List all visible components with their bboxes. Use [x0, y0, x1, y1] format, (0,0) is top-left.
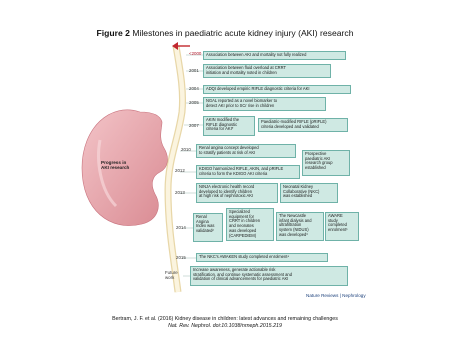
milestone-2013-nkc: Neonatal Kidney Collaborative (NKC) was established — [280, 183, 338, 203]
figure-label: Figure 2 — [96, 28, 130, 38]
milestone-2013-ninja: NINJA electronic health record developed to identify children at high risk of nephrotoxic AKI — [196, 183, 278, 203]
milestone-2014-nidus: The Newcastle infant dialysis and ultrafiltration system (NIDUS) was developed³ — [276, 212, 324, 241]
milestone-2004: ADQI developed empiric RIFLE diagnostic criteria for AKI — [203, 85, 351, 94]
year-2007: 2007 — [189, 123, 199, 128]
milestone-2012-research-group: Prospective paediatric AKI research group established — [302, 150, 350, 176]
year-pre-2000: <2000 — [189, 51, 202, 56]
kidney-label: Progress in AKI research — [101, 160, 130, 171]
milestone-2015: The NKC’s AWAKEN study completed enrolment⁴ — [196, 253, 328, 262]
milestone-2010: Renal angina concept developed to stratify patients at risk of AKI — [196, 144, 296, 158]
milestone-2014-aware: AWARE study completed enrolment¹ — [325, 212, 359, 241]
year-2001: 2001 — [189, 68, 199, 73]
milestone-2007-prifle: Paediatric-modified RIFLE (pRIFLE) criteria developed and validated — [258, 118, 348, 132]
figure-title-text: Milestones in paediatric acute kidney injury (AKI) research — [129, 28, 354, 38]
year-2005: 2005 — [189, 100, 199, 105]
year-2013: 2013 — [175, 190, 185, 195]
year-future-work: Future work — [165, 270, 178, 280]
milestone-2014-renal-angina: Renal Angina Index was validated² — [193, 213, 223, 242]
milestone-2014-carpediem: Specialized equipment for CRRT in children and neonates was developed (CARPEDIEM) — [226, 208, 274, 241]
publisher-credit: Nature Reviews | Nephrology — [306, 293, 366, 298]
milestone-2005: NGAL reported as a novel biomarker to detect AKI prior to SCr rise in children — [203, 97, 326, 111]
citation-line-1: Bertram, J. F. et al. (2016) Kidney disease in children: latest advances and remaining challenges — [112, 316, 338, 322]
year-2014: 2014 — [176, 225, 186, 230]
citation — [0, 316, 450, 330]
year-2012: 2012 — [175, 168, 185, 173]
milestone-future-work: Increase awareness, generate actionable risk stratification, and continue systematic assessment and validation of clinical advancements for paediatric AKI — [190, 266, 348, 286]
year-2004: 2004 — [189, 86, 199, 91]
milestone-2007-akin: AKIN modified the RIFLE diagnostic criteria for AKI* — [203, 116, 255, 136]
year-2015: 2015 — [176, 255, 186, 260]
milestone-pre-2000: Association between AKI and mortality not fully realized — [203, 51, 346, 60]
milestone-2001: Association between fluid overload at CRRT initiation and mortality noted in children — [203, 64, 331, 78]
year-2010: 2010 — [181, 147, 191, 152]
milestone-2012-kdigo: KDIGO harmonized RIFLE, AKIN, and pRIFLE criteria to form the KDIGO AKI criteria — [196, 165, 300, 179]
citation-line-2: Nat. Rev. Nephrol. doi:10.1038/nrneph.2015.219 — [168, 322, 282, 329]
